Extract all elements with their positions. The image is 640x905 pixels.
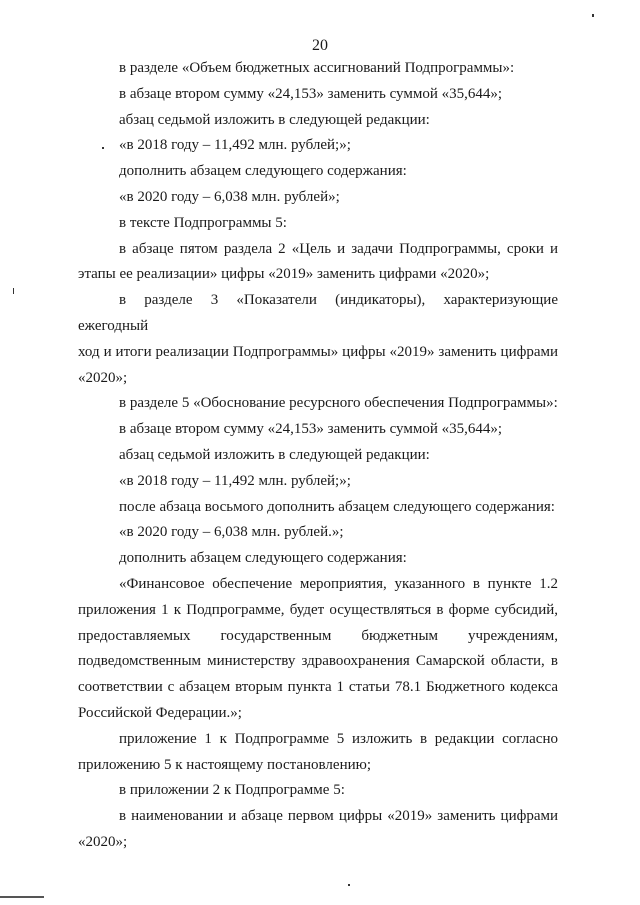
text-line: «Финансовое обеспечение мероприятия, указанного в пункте 1.2 <box>119 575 558 592</box>
text-line: подведомственным министерству здравоохранения Самарской области, в <box>78 653 558 670</box>
text-line: «в 2018 году – 11,492 млн. рублей;»; <box>119 137 351 154</box>
text-line: дополнить абзацем следующего содержания: <box>119 550 407 567</box>
text-line: «в 2020 году – 6,038 млн. рублей.»; <box>119 524 344 541</box>
text-line: в абзаце втором сумму «24,153» заменить суммой «35,644»; <box>119 421 503 438</box>
scan-speck <box>102 147 104 149</box>
text-line: Российской Федерации.»; <box>78 704 242 721</box>
text-line: приложение 1 к Подпрограмме 5 изложить в редакции согласно <box>119 730 558 747</box>
text-line: абзац седьмой изложить в следующей редакции: <box>119 111 430 128</box>
text-line: в наименовании и абзаце первом цифры «2019» заменить цифрами <box>119 808 558 825</box>
text-line: «в 2018 году – 11,492 млн. рублей;»; <box>119 472 351 489</box>
scan-speck <box>348 884 350 886</box>
text-line: в абзаце втором сумму «24,153» заменить суммой «35,644»; <box>119 85 503 102</box>
text-line: приложения 1 к Подпрограмме, будет осуществляться в форме субсидий, <box>78 601 558 618</box>
text-line: в разделе «Объем бюджетных ассигнований Подпрограммы»: <box>119 60 515 76</box>
page-number: 20 <box>312 37 328 54</box>
text-line: в приложении 2 к Подпрограмме 5: <box>119 782 345 799</box>
scan-edge-line <box>0 896 44 898</box>
text-line: этапы ее реализации» цифры «2019» заменить цифрами «2020»; <box>78 266 490 283</box>
scan-speck <box>592 14 594 17</box>
text-line: в разделе 5 «Обоснование ресурсного обеспечения Подпрограммы»: <box>119 395 558 412</box>
scan-speck <box>13 288 14 294</box>
text-line: ход и итоги реализации Подпрограммы» цифры «2019» заменить цифрами <box>78 343 558 360</box>
text-line: дополнить абзацем следующего содержания: <box>119 163 407 180</box>
text-line: после абзаца восьмого дополнить абзацем следующего содержания: <box>119 498 555 515</box>
text-line: абзац седьмой изложить в следующей редакции: <box>119 446 430 463</box>
text-line: в тексте Подпрограммы 5: <box>119 214 287 231</box>
text-line: в абзаце пятом раздела 2 «Цель и задачи Подпрограммы, сроки и <box>119 240 558 257</box>
document-body <box>78 56 558 856</box>
text-line: «2020»; <box>78 369 128 386</box>
text-line: «2020»; <box>78 833 128 850</box>
text-line: приложению 5 к настоящему постановлению; <box>78 756 371 773</box>
text-line: соответствии с абзацем вторым пункта 1 статьи 78.1 Бюджетного кодекса <box>78 679 558 696</box>
text-line: предоставляемых государственным бюджетным учреждениям, <box>78 627 558 644</box>
text-line: в разделе 3 «Показатели (индикаторы), характеризующие ежегодный <box>78 292 558 334</box>
text-line: «в 2020 году – 6,038 млн. рублей»; <box>119 188 340 205</box>
